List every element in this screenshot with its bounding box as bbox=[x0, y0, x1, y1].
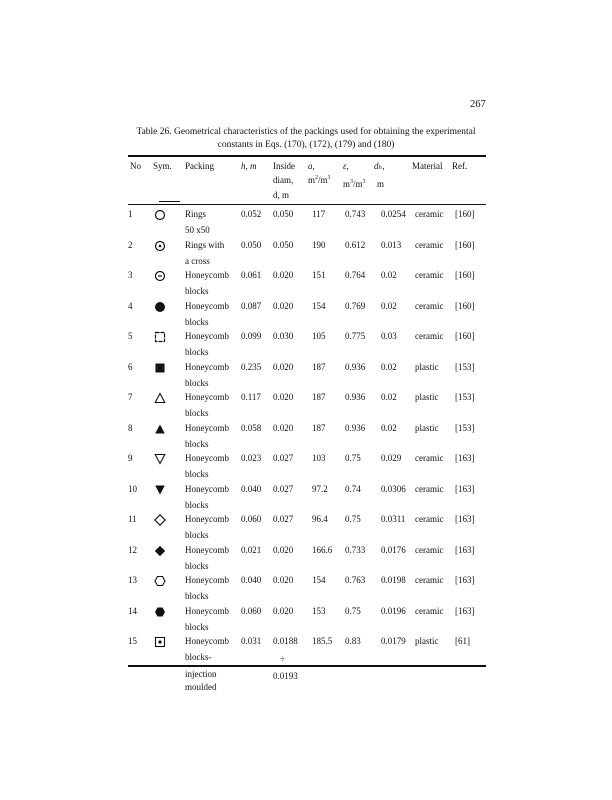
hydraulic-diameter-value: 0.0179 bbox=[381, 636, 406, 646]
packing-name: Honeycomb bbox=[185, 636, 229, 646]
void-fraction-value: 0.764 bbox=[345, 270, 366, 280]
void-fraction-value: 0.733 bbox=[345, 544, 366, 555]
packing-name-line-2: blocks- bbox=[185, 652, 212, 662]
specific-area-value: 190 bbox=[312, 239, 326, 250]
packing-name: Rings bbox=[185, 209, 207, 219]
material-value: ceramic bbox=[415, 331, 444, 341]
inside-diameter-value: 0.0188 bbox=[273, 636, 298, 646]
packing-name-line-2: blocks bbox=[185, 621, 209, 632]
inside-diameter-value: 0.020 bbox=[273, 361, 294, 372]
height-value: 0.117 bbox=[241, 392, 261, 402]
reference-value: [160] bbox=[455, 209, 475, 219]
material-value: plastic bbox=[415, 361, 439, 372]
height-value: 0.060 bbox=[241, 514, 262, 524]
table-row bbox=[128, 269, 486, 303]
material-value: ceramic bbox=[415, 544, 444, 555]
hydraulic-diameter-value: 0.0306 bbox=[381, 483, 406, 494]
reference-value: [160] bbox=[455, 270, 475, 280]
packing-name: Honeycomb bbox=[185, 453, 229, 463]
row-number: 7 bbox=[128, 392, 133, 402]
height-value: 0.235 bbox=[241, 361, 262, 372]
void-fraction-value: 0.936 bbox=[345, 422, 366, 433]
filled-hexagon-icon bbox=[154, 606, 166, 618]
packing-name: Honeycomb bbox=[185, 392, 229, 402]
material-value: ceramic bbox=[415, 270, 444, 280]
reference-value: [163] bbox=[455, 453, 475, 463]
height-value: 0.031 bbox=[241, 636, 262, 646]
row-number: 3 bbox=[128, 270, 133, 280]
header-packing: Packing bbox=[185, 161, 214, 171]
specific-area-value: 103 bbox=[312, 453, 326, 463]
row-number: 13 bbox=[128, 575, 137, 585]
header-bottom-rule bbox=[128, 204, 486, 205]
header-dh: dₕ, bbox=[374, 161, 385, 171]
specific-area-value: 187 bbox=[312, 392, 326, 402]
open-triangle-up-icon bbox=[154, 392, 166, 404]
header-eps-unit: $m^3/m^3$ bbox=[343, 179, 366, 189]
material-value: plastic bbox=[415, 636, 439, 646]
hydraulic-diameter-value: 0.0198 bbox=[381, 575, 406, 585]
specific-area-value: 153 bbox=[312, 605, 326, 616]
table-row bbox=[128, 635, 486, 692]
packing-name: Honeycomb bbox=[185, 483, 229, 494]
hydraulic-diameter-value: 0.02 bbox=[381, 392, 397, 402]
header-a: a, bbox=[308, 161, 315, 171]
inside-diameter-value: 0.020 bbox=[273, 300, 294, 311]
header-material: Material bbox=[412, 161, 443, 171]
inside-diameter-value: 0.020 bbox=[273, 422, 294, 433]
void-fraction-value: 0.83 bbox=[345, 636, 361, 646]
header-eps: ε, bbox=[343, 161, 349, 171]
hydraulic-diameter-value: 0.0196 bbox=[381, 605, 406, 616]
height-value: 0.023 bbox=[241, 453, 262, 463]
hydraulic-diameter-value: 0.02 bbox=[381, 361, 397, 372]
row-number: 6 bbox=[128, 361, 133, 372]
open-triangle-down-icon bbox=[154, 453, 166, 465]
packing-name-line-2: blocks bbox=[185, 469, 209, 479]
height-value: 0.040 bbox=[241, 575, 262, 585]
specific-area-value: 187 bbox=[312, 422, 326, 433]
height-value: 0.087 bbox=[241, 300, 262, 311]
specific-area-value: 185.5 bbox=[312, 636, 333, 646]
packing-name-line-2: blocks bbox=[185, 530, 209, 540]
hydraulic-diameter-value: 0.02 bbox=[381, 300, 397, 311]
reference-value: [160] bbox=[455, 300, 475, 311]
header-short-rule bbox=[159, 201, 180, 202]
row-number: 15 bbox=[128, 636, 137, 646]
specific-area-value: 154 bbox=[312, 300, 326, 311]
packing-name-line-2: a cross bbox=[185, 255, 210, 266]
hydraulic-diameter-value: 0.03 bbox=[381, 331, 397, 341]
material-value: ceramic bbox=[415, 300, 444, 311]
table-row bbox=[128, 483, 486, 517]
hydraulic-diameter-value: 0.0311 bbox=[381, 514, 406, 524]
filled-square-icon bbox=[154, 362, 166, 374]
material-value: ceramic bbox=[415, 209, 444, 219]
packing-name-line-3: injection bbox=[185, 669, 217, 679]
reference-value: [163] bbox=[455, 483, 475, 494]
packing-name: Rings with bbox=[185, 239, 225, 250]
height-value: 0.060 bbox=[241, 605, 262, 616]
header-ref: Ref. bbox=[452, 161, 468, 171]
specific-area-value: 117 bbox=[312, 209, 326, 219]
table-row bbox=[128, 300, 486, 334]
inside-diameter-value: 0.020 bbox=[273, 270, 294, 280]
void-fraction-value: 0.743 bbox=[345, 209, 366, 219]
table-row bbox=[128, 208, 486, 242]
void-fraction-value: 0.769 bbox=[345, 300, 366, 311]
row-number: 1 bbox=[128, 209, 133, 219]
height-value: 0.050 bbox=[241, 239, 262, 250]
packing-name-line-2: blocks bbox=[185, 591, 209, 601]
inside-diameter-value: 0.020 bbox=[273, 544, 294, 555]
header-inside-3: d, m bbox=[273, 190, 290, 200]
table-row bbox=[128, 422, 486, 456]
void-fraction-value: 0.74 bbox=[345, 483, 361, 494]
hydraulic-diameter-value: 0.0176 bbox=[381, 544, 406, 555]
void-fraction-value: 0.612 bbox=[345, 239, 366, 250]
height-value: 0.021 bbox=[241, 544, 262, 555]
void-fraction-value: 0.75 bbox=[345, 453, 361, 463]
circle-with-dash-icon bbox=[154, 270, 166, 282]
height-value: 0.058 bbox=[241, 422, 262, 433]
row-number: 10 bbox=[128, 483, 137, 494]
material-value: ceramic bbox=[415, 483, 444, 494]
header-sym: Sym. bbox=[153, 161, 172, 171]
height-value: 0.052 bbox=[241, 209, 262, 219]
reference-value: [163] bbox=[455, 514, 475, 524]
header-no: No bbox=[130, 161, 141, 171]
reference-value: [153] bbox=[455, 361, 475, 372]
specific-area-value: 96.4 bbox=[312, 514, 328, 524]
row-number: 12 bbox=[128, 544, 137, 555]
reference-value: [153] bbox=[455, 392, 475, 402]
void-fraction-value: 0.75 bbox=[345, 605, 361, 616]
packing-name: Honeycomb bbox=[185, 544, 229, 555]
void-fraction-value: 0.763 bbox=[345, 575, 366, 585]
height-value: 0.040 bbox=[241, 483, 262, 494]
table-caption bbox=[128, 126, 484, 152]
inside-diameter-value: 0.050 bbox=[273, 239, 294, 250]
reference-value: [160] bbox=[455, 331, 475, 341]
caption-line-2: constants in Eqs. (170), (172), (179) and (180) bbox=[217, 140, 395, 150]
row-number: 14 bbox=[128, 605, 137, 616]
table-row bbox=[128, 239, 486, 273]
height-value: 0.099 bbox=[241, 331, 262, 341]
reference-value: [160] bbox=[455, 239, 475, 250]
packing-name-line-2: blocks bbox=[185, 408, 209, 418]
inside-diameter-value: 0.020 bbox=[273, 605, 294, 616]
inside-diameter-value: 0.020 bbox=[273, 392, 294, 402]
table-row bbox=[128, 574, 486, 608]
specific-area-value: 151 bbox=[312, 270, 326, 280]
filled-circle-icon bbox=[154, 301, 166, 313]
material-value: ceramic bbox=[415, 239, 444, 250]
table-row bbox=[128, 452, 486, 486]
material-value: ceramic bbox=[415, 514, 444, 524]
reference-value: [163] bbox=[455, 605, 475, 616]
header-h: h, m bbox=[241, 161, 257, 171]
table-row bbox=[128, 330, 486, 364]
height-value: 0.061 bbox=[241, 270, 262, 280]
packing-name: Honeycomb bbox=[185, 331, 229, 341]
open-square-icon bbox=[154, 331, 166, 343]
packing-name: Honeycomb bbox=[185, 605, 229, 616]
void-fraction-value: 0.75 bbox=[345, 514, 361, 524]
filled-triangle-down-icon bbox=[154, 484, 166, 496]
table-top-rule bbox=[128, 155, 486, 157]
void-fraction-value: 0.775 bbox=[345, 331, 366, 341]
header-a-unit: $m^2/m^3$ bbox=[308, 175, 331, 185]
packing-name-line-2: blocks bbox=[185, 316, 209, 327]
hydraulic-diameter-value: 0.0254 bbox=[381, 209, 406, 219]
open-hexagon-icon bbox=[154, 575, 166, 587]
packing-name-line-4: moulded bbox=[185, 682, 217, 692]
packing-name: Honeycomb bbox=[185, 300, 229, 311]
header-dh-unit: m bbox=[377, 179, 385, 189]
header-inside-1: Inside bbox=[273, 161, 295, 171]
table-row bbox=[128, 544, 486, 578]
reference-value: [163] bbox=[455, 575, 475, 585]
hydraulic-diameter-value: 0.029 bbox=[381, 453, 402, 463]
row-number: 4 bbox=[128, 300, 133, 311]
filled-diamond-icon bbox=[154, 545, 166, 557]
inside-diameter-value: 0.027 bbox=[273, 453, 294, 463]
inside-diameter-value: 0.027 bbox=[273, 483, 294, 494]
filled-triangle-up-icon bbox=[154, 423, 166, 435]
packing-name-line-2: blocks bbox=[185, 347, 209, 357]
hydraulic-diameter-value: 0.02 bbox=[381, 270, 397, 280]
specific-area-value: 166.6 bbox=[312, 544, 333, 555]
packing-name-line-2: 50 x50 bbox=[185, 225, 210, 235]
table-row bbox=[128, 361, 486, 395]
reference-value: [153] bbox=[455, 422, 475, 433]
packing-name: Honeycomb bbox=[185, 361, 229, 372]
material-value: ceramic bbox=[415, 575, 444, 585]
specific-area-value: 97.2 bbox=[312, 483, 328, 494]
packing-name: Honeycomb bbox=[185, 270, 229, 280]
open-circle-icon bbox=[154, 209, 166, 221]
row-number: 9 bbox=[128, 453, 133, 463]
row-number: 2 bbox=[128, 239, 133, 250]
inside-diameter-range-sign: ÷ bbox=[280, 654, 285, 664]
square-with-dot-icon bbox=[154, 636, 166, 648]
inside-diameter-value: 0.027 bbox=[273, 514, 294, 524]
hydraulic-diameter-value: 0.013 bbox=[381, 239, 402, 250]
reference-value: [163] bbox=[455, 544, 475, 555]
material-value: ceramic bbox=[415, 453, 444, 463]
packing-name: Honeycomb bbox=[185, 514, 229, 524]
material-value: plastic bbox=[415, 422, 439, 433]
packing-name-line-2: blocks bbox=[185, 377, 209, 388]
packing-name-line-2: blocks bbox=[185, 286, 209, 296]
specific-area-value: 187 bbox=[312, 361, 326, 372]
circle-with-dot-icon bbox=[154, 240, 166, 252]
open-diamond-icon bbox=[154, 514, 166, 526]
header-inside-2: diam, bbox=[273, 175, 294, 185]
table-row bbox=[128, 513, 486, 547]
void-fraction-value: 0.936 bbox=[345, 392, 366, 402]
packing-name-line-2: blocks bbox=[185, 560, 209, 571]
hydraulic-diameter-value: 0.02 bbox=[381, 422, 397, 433]
packing-name: Honeycomb bbox=[185, 575, 229, 585]
table-row bbox=[128, 391, 486, 425]
material-value: ceramic bbox=[415, 605, 444, 616]
inside-diameter-value: 0.020 bbox=[273, 575, 294, 585]
row-number: 8 bbox=[128, 422, 133, 433]
packing-name-line-2: blocks bbox=[185, 499, 209, 510]
caption-line-1: Table 26. Geometrical characteristics of the packings used for obtaining the experimental bbox=[136, 127, 476, 137]
reference-value: [61] bbox=[455, 636, 470, 646]
table-bottom-rule bbox=[128, 665, 486, 667]
row-number: 5 bbox=[128, 331, 133, 341]
specific-area-value: 105 bbox=[312, 331, 326, 341]
inside-diameter-value: 0.030 bbox=[273, 331, 294, 341]
void-fraction-value: 0.936 bbox=[345, 361, 366, 372]
inside-diameter-value: 0.050 bbox=[273, 209, 294, 219]
row-number: 11 bbox=[128, 514, 137, 524]
packing-name: Honeycomb bbox=[185, 422, 229, 433]
specific-area-value: 154 bbox=[312, 575, 326, 585]
material-value: plastic bbox=[415, 392, 439, 402]
table-row bbox=[128, 605, 486, 639]
inside-diameter-value-upper: 0.0193 bbox=[273, 671, 298, 681]
packing-name-line-2: blocks bbox=[185, 438, 209, 449]
page-number: 267 bbox=[470, 99, 486, 110]
